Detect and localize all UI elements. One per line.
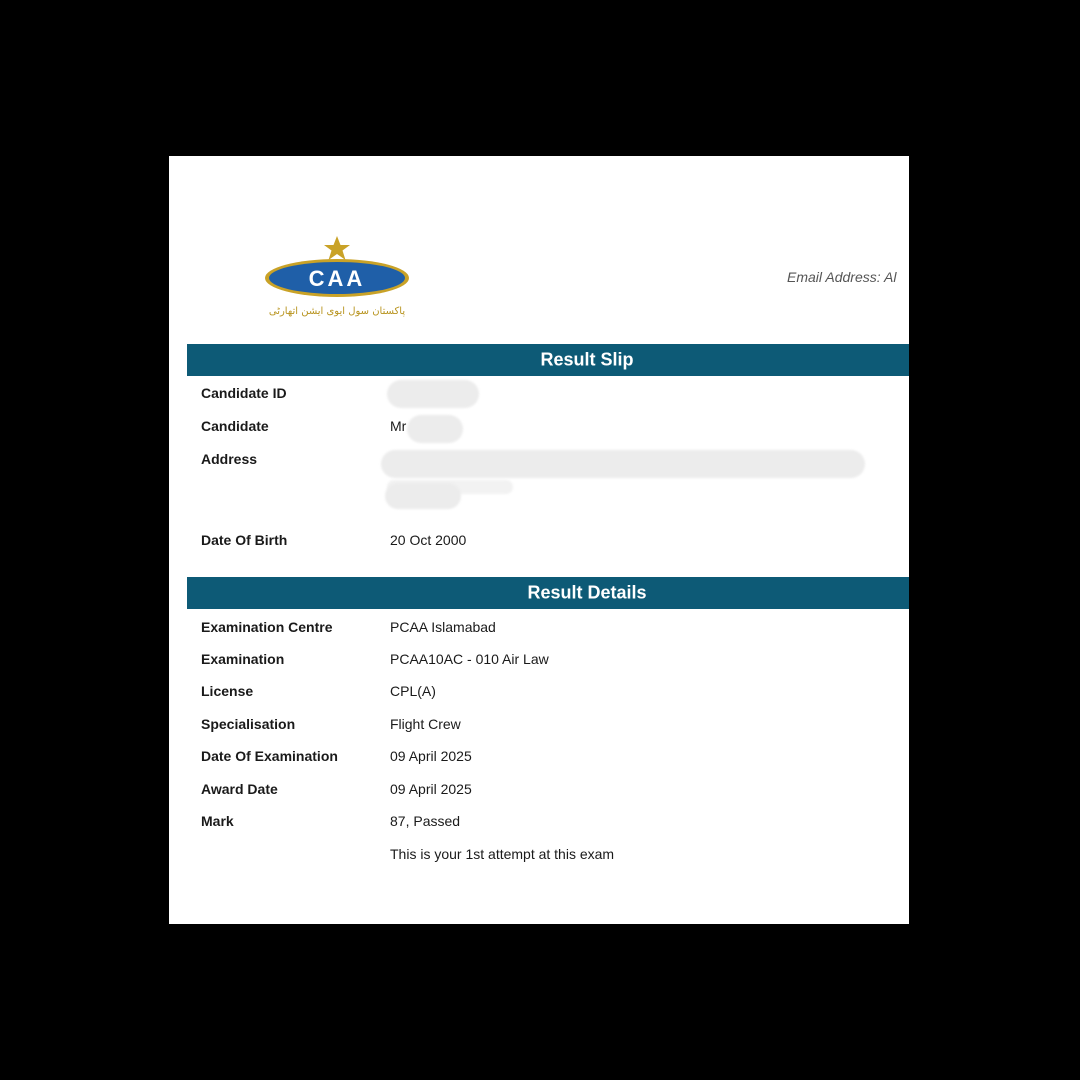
address-redaction-line1 [381, 450, 865, 478]
attempt-note: This is your 1st attempt at this exam [390, 846, 615, 862]
examination-centre-value: PCAA Islamabad [390, 619, 496, 635]
date-of-examination-label: Date Of Examination [201, 748, 338, 764]
examination-label: Examination [201, 651, 285, 667]
result-details-header [187, 577, 909, 609]
address-redaction-line3 [385, 483, 461, 509]
award-date-value: 09 April 2025 [390, 781, 472, 797]
result-details-title: Result Details [527, 582, 647, 603]
specialisation-value: Flight Crew [390, 716, 461, 732]
award-date-label: Award Date [201, 781, 278, 797]
candidate-name-redaction [407, 415, 463, 443]
address-label: Address [201, 451, 258, 467]
dob-value: 20 Oct 2000 [390, 532, 467, 548]
result-slip-document [169, 156, 909, 924]
examination-value: PCAA10AC - 010 Air Law [390, 651, 549, 667]
result-slip-header [187, 344, 909, 376]
logo-urdu-text: پاکستان سول ایوی ایشن اتھارٹی [268, 306, 406, 317]
candidate-id-redaction [387, 380, 479, 408]
mark-value: 87, Passed [390, 813, 461, 829]
examination-centre-label: Examination Centre [201, 619, 333, 635]
logo-text: CAA [308, 266, 366, 291]
candidate-label: Candidate [201, 418, 269, 434]
candidate-value: Mr [390, 418, 407, 434]
date-of-examination-value: 09 April 2025 [390, 748, 472, 764]
email-address-label: Email Address: Al [787, 269, 897, 285]
specialisation-label: Specialisation [201, 716, 296, 732]
star-icon [324, 236, 350, 260]
license-value: CPL(A) [390, 683, 436, 699]
result-slip-title: Result Slip [540, 349, 634, 370]
license-label: License [201, 683, 254, 699]
caa-logo [261, 234, 413, 324]
mark-label: Mark [201, 813, 234, 829]
dob-label: Date Of Birth [201, 532, 288, 548]
candidate-id-label: Candidate ID [201, 385, 287, 401]
